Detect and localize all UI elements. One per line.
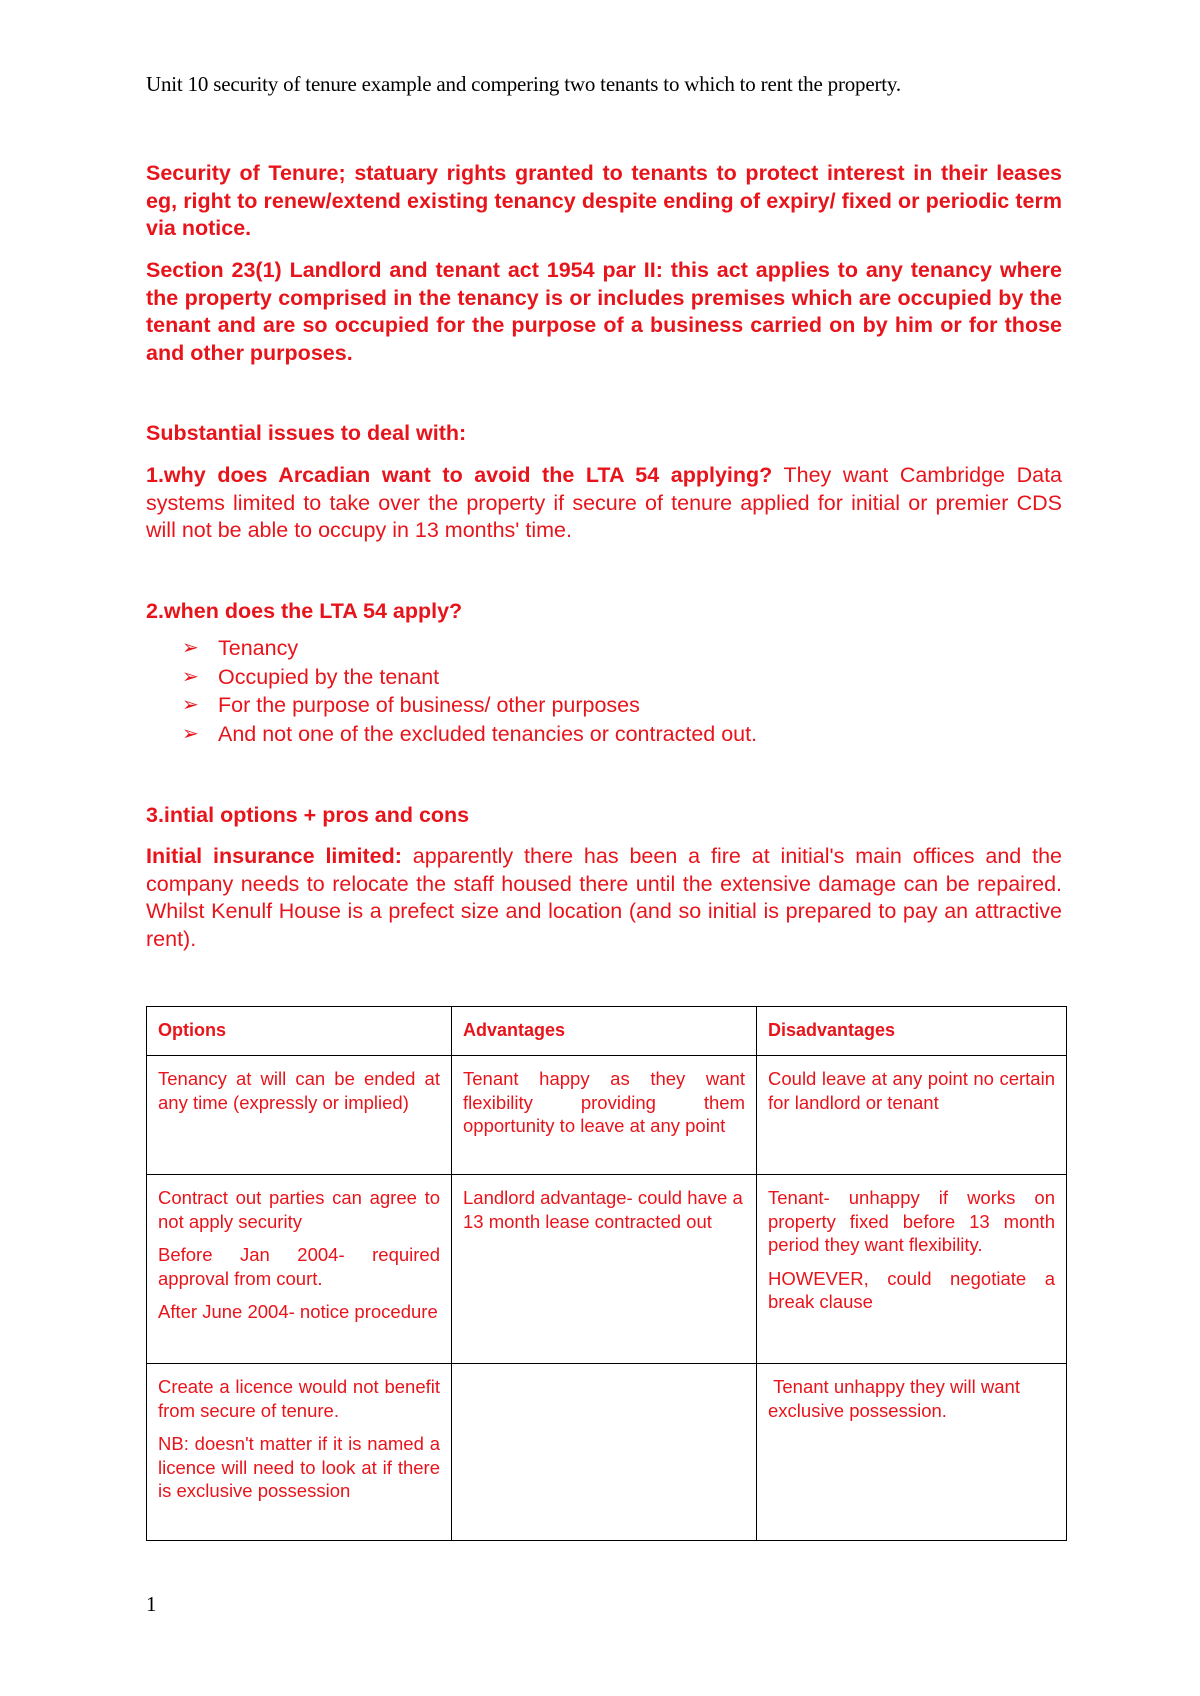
- page-number: 1: [146, 1592, 157, 1616]
- question-1-block: [146, 462, 1062, 545]
- advantages-cell-empty: [452, 1364, 757, 1541]
- cell-text: After June 2004- notice procedure: [158, 1301, 438, 1322]
- list-item: [182, 634, 757, 663]
- cell-text: Landlord advantage- could have a 13 month lease contracted out: [463, 1187, 743, 1232]
- issues-heading: Substantial issues to deal with:: [146, 421, 467, 445]
- list-item-text: And not one of the excluded tenancies or contracted out.: [218, 721, 758, 746]
- table-row: [147, 1364, 1067, 1541]
- options-cell: [147, 1364, 452, 1541]
- question-1-title: 1.why does Arcadian want to avoid the LTA 54 applying?: [146, 463, 773, 487]
- disadvantages-cell: [757, 1056, 1067, 1175]
- disadvantages-cell: [757, 1364, 1067, 1541]
- question-3-lead: Initial insurance limited:: [146, 844, 402, 868]
- table-header-disadvantages: Disadvantages: [757, 1007, 1067, 1056]
- cell-text: Tenant happy as they want flexibility providing them opportunity to leave at any point: [463, 1068, 745, 1136]
- cell-text: Tenant unhappy they will want exclusive possession.: [768, 1376, 1026, 1421]
- options-cell: [147, 1175, 452, 1364]
- cell-text: Before Jan 2004- required approval from court.: [158, 1244, 440, 1289]
- list-item: [182, 720, 757, 749]
- list-item-text: Tenancy: [218, 636, 299, 660]
- question-3-text: apparently there has been a fire at initial's main offices and the company needs to relocate the staff housed there until the extensive damage can be repaired. Whilst Kenulf House is a prefect size and location (and so initial is prepared to pay an attractive rent).: [146, 844, 1062, 951]
- question-3-title: 3.intial options + pros and cons: [146, 803, 470, 827]
- disadvantages-cell: [757, 1175, 1067, 1364]
- list-item-text: For the purpose of business/ other purposes: [218, 693, 640, 717]
- section-23-paragraph: Section 23(1) Landlord and tenant act 1954 par II: this act applies to any tenancy where the property comprised in the tenancy is or includes premises which are occupied by the tenant and are so occupied for the purpose of a business carried on by him or for those and other purposes.: [146, 258, 1062, 365]
- advantages-cell: [452, 1056, 757, 1175]
- cell-text: NB: doesn't matter if it is named a licence will need to look at if there is exclusive possession: [158, 1433, 440, 1501]
- options-cell: [147, 1056, 452, 1175]
- question-1-answer: They want Cambridge Data systems limited to take over the property if secure of tenure applied for initial or premier CDS will not be able to occupy in 13 months' time.: [146, 463, 1062, 542]
- question-3-block: [146, 843, 1062, 953]
- lta-conditions-list: [182, 634, 757, 748]
- arrowhead-bullet-icon: ➢: [182, 694, 199, 716]
- list-item-text: Occupied by the tenant: [218, 664, 440, 689]
- arrowhead-bullet-icon: ➢: [182, 722, 199, 745]
- arrowhead-bullet-icon: ➢: [182, 637, 199, 659]
- options-table: [146, 1006, 1067, 1541]
- cell-text: HOWEVER, could negotiate a break clause: [768, 1267, 1055, 1312]
- list-item: [182, 691, 757, 720]
- security-of-tenure-definition: Security of Tenure; statuary rights granted to tenants to protect interest in their leases eg, right to renew/extend existing tenancy despite ending of expiry/ fixed or periodic term via notice.: [146, 161, 1062, 240]
- cell-text: Tenant- unhappy if works on property fixed before 13 month period they want flexibility.: [768, 1187, 1055, 1255]
- cell-text: Tenancy at will can be ended at any time (expressly or implied): [158, 1068, 440, 1113]
- list-item: [182, 663, 757, 692]
- question-2-title: 2.when does the LTA 54 apply?: [146, 599, 463, 623]
- arrowhead-bullet-icon: ➢: [182, 665, 199, 688]
- cell-text: Create a licence would not benefit from secure of tenure.: [158, 1376, 440, 1421]
- table-header-options: Options: [147, 1007, 452, 1056]
- cell-text: Contract out parties can agree to not apply security: [158, 1187, 440, 1232]
- table-row: [147, 1175, 1067, 1364]
- table-header-advantages: Advantages: [452, 1007, 757, 1056]
- table-row: [147, 1056, 1067, 1175]
- cell-text: Could leave at any point no certain for landlord or tenant: [768, 1068, 1055, 1113]
- document-header: Unit 10 security of tenure example and compering two tenants to which to rent the property.: [146, 72, 901, 96]
- advantages-cell: [452, 1175, 757, 1364]
- table-header-row: [147, 1007, 1067, 1056]
